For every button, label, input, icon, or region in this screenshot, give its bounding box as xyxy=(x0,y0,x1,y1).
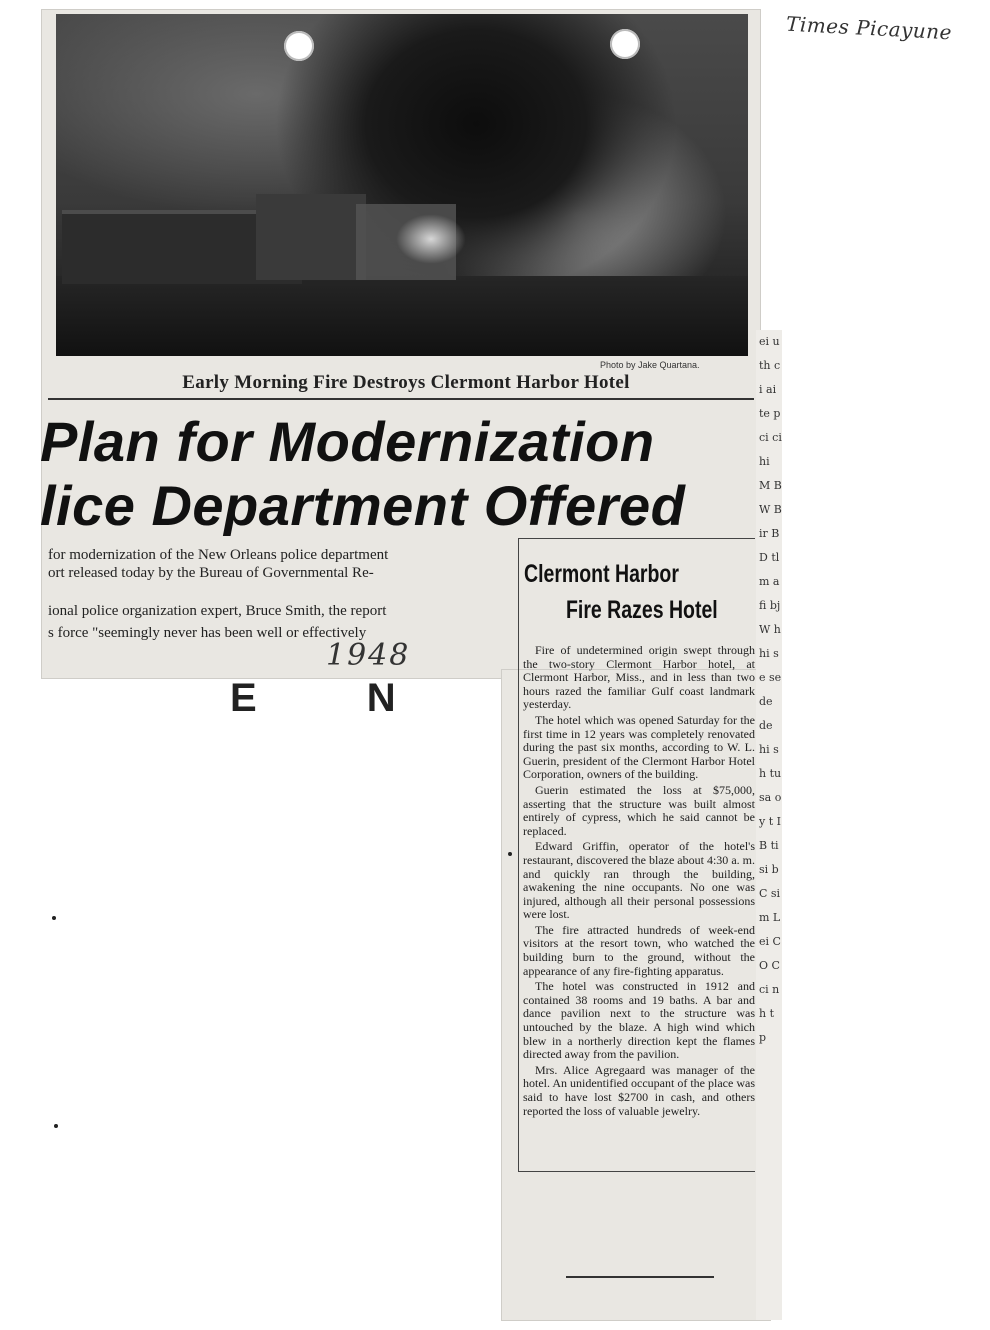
lede-line: for modernization of the New Orleans police department xyxy=(48,547,389,563)
story-paragraph: The hotel which was opened Saturday for the first time in 12 years was completely renovated during the past six months, according to W. L. Guerin, president of the Clermont Harbor Hotel Corporation, owners of the building. xyxy=(523,712,755,782)
story-paragraph: Guerin estimated the loss at $75,000, asserting that the structure was built almost entirely of cypress, which he said cannot be replaced. xyxy=(523,782,755,838)
side-story-headline-line-1: Clermont Harbor xyxy=(524,560,679,588)
handwritten-source-note: Times Picayune xyxy=(785,11,953,45)
scan-speck xyxy=(508,852,512,856)
neighbor-column-fragment: ei u th ci ai te p ci ci hi M B W B ir B D tl m a fi bj W h hi se se de de hi sh tu sa oy t I B ti si b C si m L ei C O C ci n h t p xyxy=(756,330,782,1320)
side-story-headline-line-2: Fire Razes Hotel xyxy=(566,596,718,624)
fragment-letter: N xyxy=(366,676,396,720)
lede-line: ort released today by the Bureau of Governmental Re- xyxy=(48,565,374,581)
main-headline-line-1: Plan for Modernization xyxy=(40,412,655,472)
fragment-letter: E xyxy=(230,676,257,720)
scan-speck xyxy=(54,1124,58,1128)
story-end-rule xyxy=(566,1276,714,1278)
handwritten-year: 1948 xyxy=(326,638,411,673)
lede-line: ional police organization expert, Bruce Smith, the report xyxy=(48,603,387,619)
cut-headline-fragment xyxy=(230,676,430,721)
fire-photograph xyxy=(56,14,748,356)
punch-hole xyxy=(284,31,314,61)
story-paragraph: Mrs. Alice Agregaard was manager of the hotel. An unidentified occupant of the place was said to have lost $2700 in cash, and others reported the loss of valuable jewelry. xyxy=(523,1062,755,1118)
story-paragraph: The hotel was constructed in 1912 and contained 38 rooms and 19 baths. A bar and dance pavilion next to the structure was untouched by the blaze. A high wind which blew in a northerly direction kept the flames directed away from the pavilion. xyxy=(523,979,755,1062)
photo-credit: Photo by Jake Quartana. xyxy=(600,360,700,370)
caption-divider xyxy=(48,398,754,400)
punch-hole xyxy=(610,29,640,59)
photo-caption: Early Morning Fire Destroys Clermont Harbor Hotel xyxy=(182,372,630,393)
side-story-body xyxy=(523,644,755,1118)
story-paragraph: Fire of undetermined origin swept through the two-story Clermont Harbor hotel, at Clermont Harbor, Miss., and in less than two hours razed the familiar Gulf coast landmark yesterday. xyxy=(523,643,755,712)
story-paragraph: The fire attracted hundreds of week-end visitors at the resort town, who watched the building burn to the ground, without the appearance of any fire-fighting apparatus. xyxy=(523,922,755,978)
story-paragraph: Edward Griffin, operator of the hotel's restaurant, discovered the blaze about 4:30 a. m. and quickly ran through the building, awakening the nine occupants. No one was injured, although all their personal possessions were lost. xyxy=(523,839,755,922)
lede-line: s force "seemingly never has been well or effectively xyxy=(48,625,367,641)
main-headline-line-2: lice Department Offered xyxy=(40,476,686,536)
scan-speck xyxy=(52,916,56,920)
